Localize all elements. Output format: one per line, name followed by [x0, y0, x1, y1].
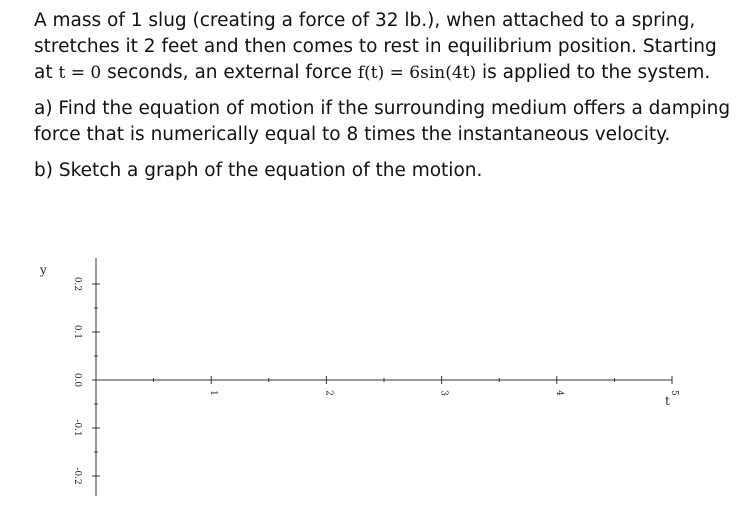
- intro-text: A mass of 1 slug (creating a force of 32 lb.), when attached to a spring, stretches it 2 feet and then comes to rest in equilibrium position. Starting at: [34, 10, 717, 83]
- y-tick-label: -0.2: [72, 467, 82, 485]
- x-axis-label: t: [665, 394, 670, 408]
- intro-mid-text: seconds, an external force: [101, 62, 358, 83]
- t-equals-zero: t = 0: [58, 63, 102, 83]
- y-tick-label: 0.0: [72, 372, 82, 388]
- part-a: a) Find the equation of motion if the surrounding medium offers a damping force that is numerically equal to 8 times the instantaneous velocity.: [34, 98, 731, 145]
- x-tick-label: 2: [323, 390, 334, 396]
- y-tick-label: 0.1: [72, 324, 82, 340]
- y-tick-label: 0.2: [72, 276, 82, 292]
- x-tick-label: 3: [438, 390, 449, 396]
- y-tick-label: -0.1: [72, 419, 82, 437]
- intro-end-text: is applied to the system.: [476, 62, 711, 83]
- y-axis-label: y: [40, 263, 47, 277]
- x-tick-label: 1: [208, 390, 219, 396]
- force-expression: f(t) = 6sin(4t): [357, 63, 477, 83]
- x-tick-label: 5: [669, 390, 679, 396]
- x-tick-label: 4: [553, 390, 564, 396]
- x-ticks: [154, 376, 679, 396]
- part-b: b) Sketch a graph of the equation of the motion.: [34, 160, 483, 181]
